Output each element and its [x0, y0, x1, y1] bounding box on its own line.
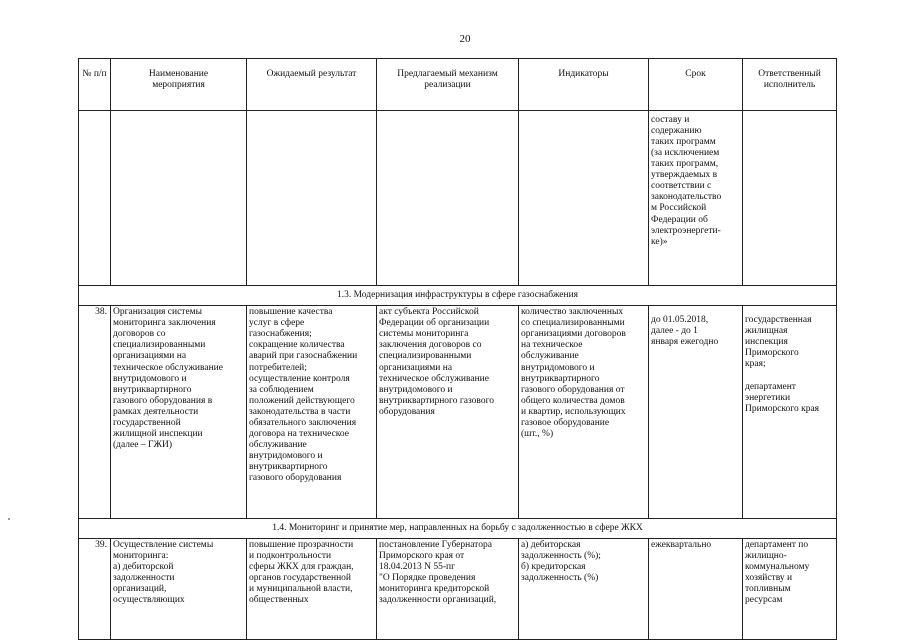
cell-mechanism-38: акт субъекта Российской Федерации об организации системы мониторинга заключения договоров со специализированными организациями на техническое обслуживание внутридомового и внутриквартирного газового оборудования	[377, 306, 519, 519]
cell-empty	[247, 110, 377, 286]
cell-executor-39: департамент по жилищно- коммунальному хозяйству и топливным ресурсам	[743, 538, 837, 639]
scan-speck	[8, 518, 10, 520]
cell-result-39: повышение прозрачности и подконтрольности сферы ЖКХ для граждан, органов государственной и муниципальной власти, общественных	[247, 538, 377, 639]
section-row-1-3	[79, 286, 837, 306]
cell-num-39: 39.	[79, 538, 111, 639]
header-indicators: Индикаторы	[519, 59, 649, 111]
section-heading-1-4: 1.4. Мониторинг и принятие мер, направленных на борьбу с задолженностью в сфере ЖКХ	[79, 519, 837, 539]
cell-num-38: 38.	[79, 306, 111, 519]
table-row-38	[79, 306, 837, 519]
cell-term-38: до 01.05.2018, далее - до 1 января ежегодно	[649, 306, 743, 519]
table-row-39	[79, 538, 837, 639]
cell-term-39: ежеквартально	[649, 538, 743, 639]
cell-result-38: повышение качества услуг в сфере газоснабжения; сокращение количества аварий при газоснабжении потребителей; осуществление контроля за соблюдением положений действующего законодательства в части обязательного заключения договора на техническое обслуживание внутридомового и внутриквартирного газового оборудования	[247, 306, 377, 519]
cell-empty	[743, 110, 837, 286]
cell-term-continued: составу и содержанию таких программ (за исключением таких программ, утверждаемых в соответствии с законодательство м Российской Федерации об электроэнергети- ке)»	[649, 110, 743, 286]
cell-mechanism-39: постановление Губернатора Приморского края от 18.04.2013 N 55-пг "О Порядке проведения мониторинга кредиторской задолженности организаций,	[377, 538, 519, 639]
cell-indicators-38: количество заключенных со специализированными организациями договоров на техническое обслуживание внутридомового и внутриквартирного газового оборудования от общего количества домов и квартир, использующих газовое оборудование (шт., %)	[519, 306, 649, 519]
section-row-1-4	[79, 519, 837, 539]
cell-empty	[377, 110, 519, 286]
table-header-row	[79, 59, 837, 111]
page-number: 20	[459, 33, 471, 45]
cell-empty	[79, 110, 111, 286]
cell-empty	[519, 110, 649, 286]
header-result: Ожидаемый результат	[247, 59, 377, 111]
cell-empty	[111, 110, 247, 286]
header-mechanism: Предлагаемый механизм реализации	[377, 59, 519, 111]
header-num: № п/п	[79, 59, 111, 111]
header-term: Срок	[649, 59, 743, 111]
header-executor: Ответственный исполнитель	[743, 59, 837, 111]
table-row-continued	[79, 110, 837, 286]
cell-executor-38: государственная жилищная инспекция Приморского края; департамент энергетики Приморского края	[743, 306, 837, 519]
cell-name-39: Осуществление системы мониторинга: а) дебиторской задолженности организаций, осуществляющих	[111, 538, 247, 639]
measures-table	[78, 58, 837, 640]
header-name: Наименование мероприятия	[111, 59, 247, 111]
section-heading-1-3: 1.3. Модернизация инфраструктуры в сфере газоснабжения	[79, 286, 837, 306]
cell-indicators-39: а) дебиторская задолженность (%); б) кредиторская задолженность (%)	[519, 538, 649, 639]
cell-name-38: Организация системы мониторинга заключения договоров со специализированными организациями на техническое обслуживание внутридомового и внутриквартирного газового оборудования в рамках деятельности государственной жилищной инспекции (далее – ГЖИ)	[111, 306, 247, 519]
